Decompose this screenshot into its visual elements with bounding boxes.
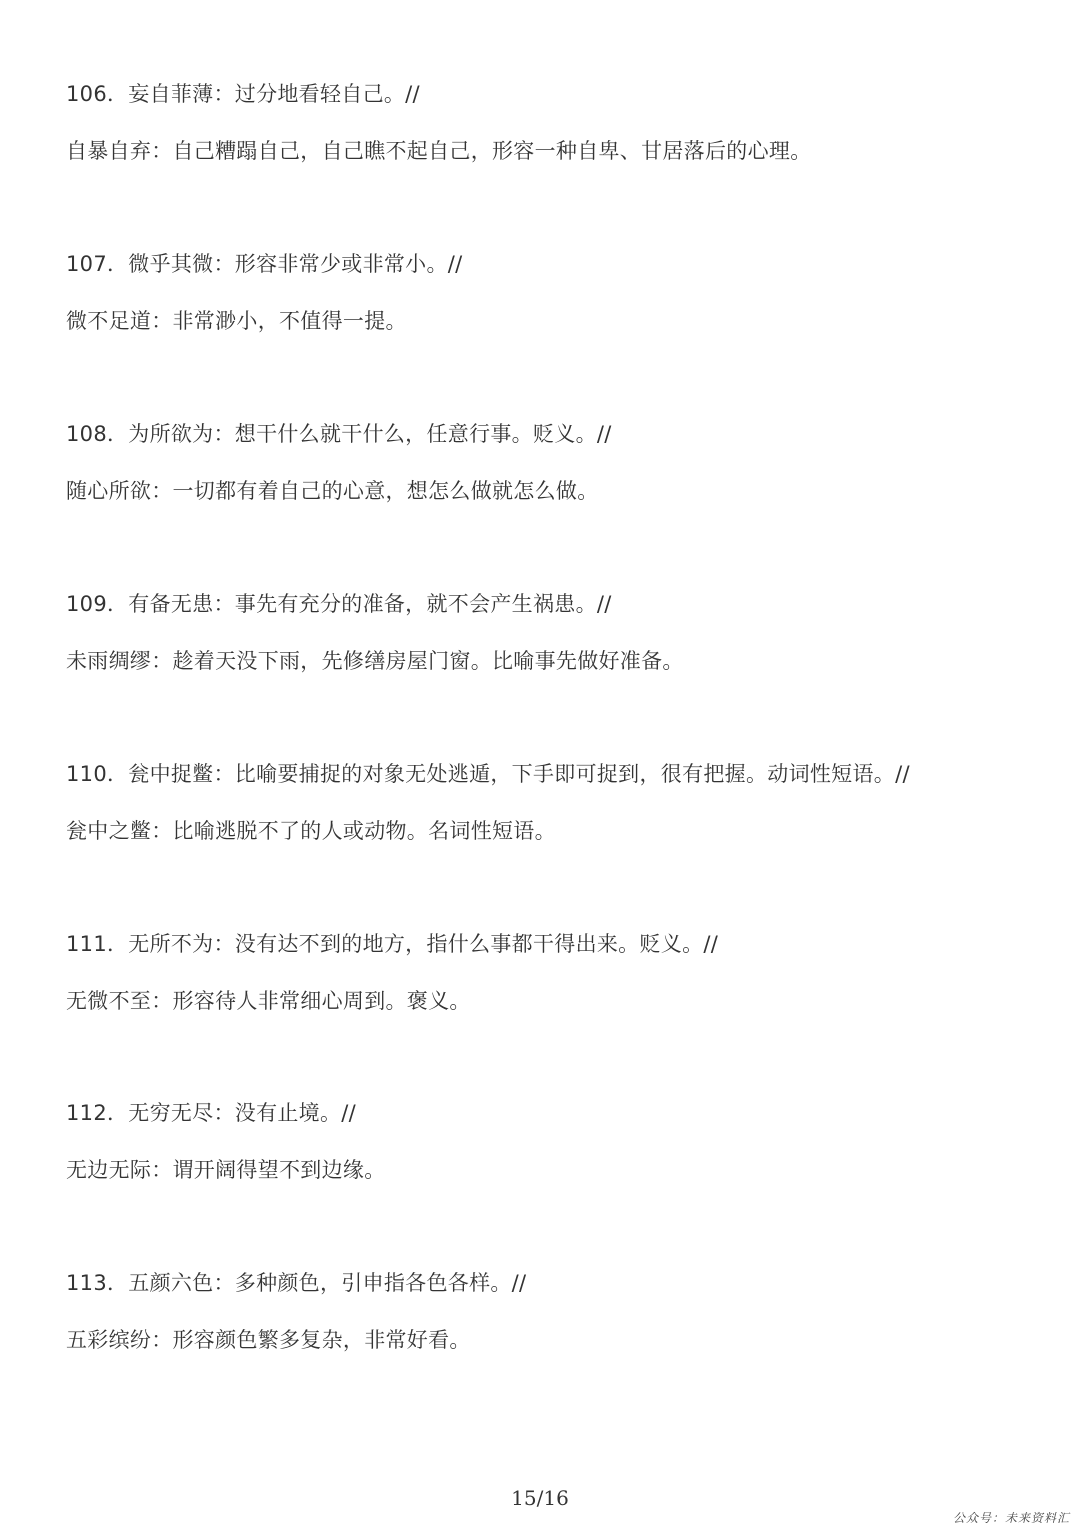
entry-related: 瓮中之鳖：比喻逃脱不了的人或动物。名词性短语。 (66, 819, 556, 843)
entry-headline: 111．无所不为：没有达不到的地方，指什么事都干得出来。贬义。// (66, 932, 719, 956)
entry-headline: 107．微乎其微：形容非常少或非常小。// (66, 252, 463, 276)
entry-108 (66, 420, 1026, 505)
entry-related: 无边无际：谓开阔得望不到边缘。 (66, 1158, 386, 1182)
entry-headline: 113．五颜六色：多种颜色，引申指各色各样。// (66, 1271, 527, 1295)
entry-headline: 106．妄自菲薄：过分地看轻自己。// (66, 82, 420, 106)
page-number: 15/16 (511, 1486, 569, 1510)
entry-related: 无微不至：形容待人非常细心周到。褒义。 (66, 989, 471, 1013)
entry-related: 自暴自弃：自己糟蹋自己，自己瞧不起自己，形容一种自卑、甘居落后的心理。 (66, 139, 812, 163)
entry-related: 微不足道：非常渺小，不值得一提。 (66, 309, 407, 333)
entry-113 (66, 1269, 1026, 1354)
entry-106 (66, 80, 1026, 165)
entry-related: 五彩缤纷：形容颜色繁多复杂，非常好看。 (66, 1328, 471, 1352)
entry-headline: 112．无穷无尽：没有止境。// (66, 1101, 357, 1125)
entry-related: 未雨绸缪：趁着天没下雨，先修缮房屋门窗。比喻事先做好准备。 (66, 649, 684, 673)
entry-110 (66, 760, 1026, 845)
entry-headline: 108．为所欲为：想干什么就干什么，任意行事。贬义。// (66, 422, 612, 446)
entry-111 (66, 930, 1026, 1015)
entry-112 (66, 1099, 1026, 1184)
entry-related: 随心所欲：一切都有着自己的心意，想怎么做就怎么做。 (66, 479, 599, 503)
watermark: 公众号：未来资料汇 (952, 1511, 1070, 1525)
entry-109 (66, 590, 1026, 675)
entry-headline: 109．有备无患：事先有充分的准备，就不会产生祸患。// (66, 592, 612, 616)
entry-headline: 110．瓮中捉鳖：比喻要捕捉的对象无处逃遁，下手即可捉到，很有把握。动词性短语。// (66, 762, 910, 786)
entry-107 (66, 250, 1026, 335)
